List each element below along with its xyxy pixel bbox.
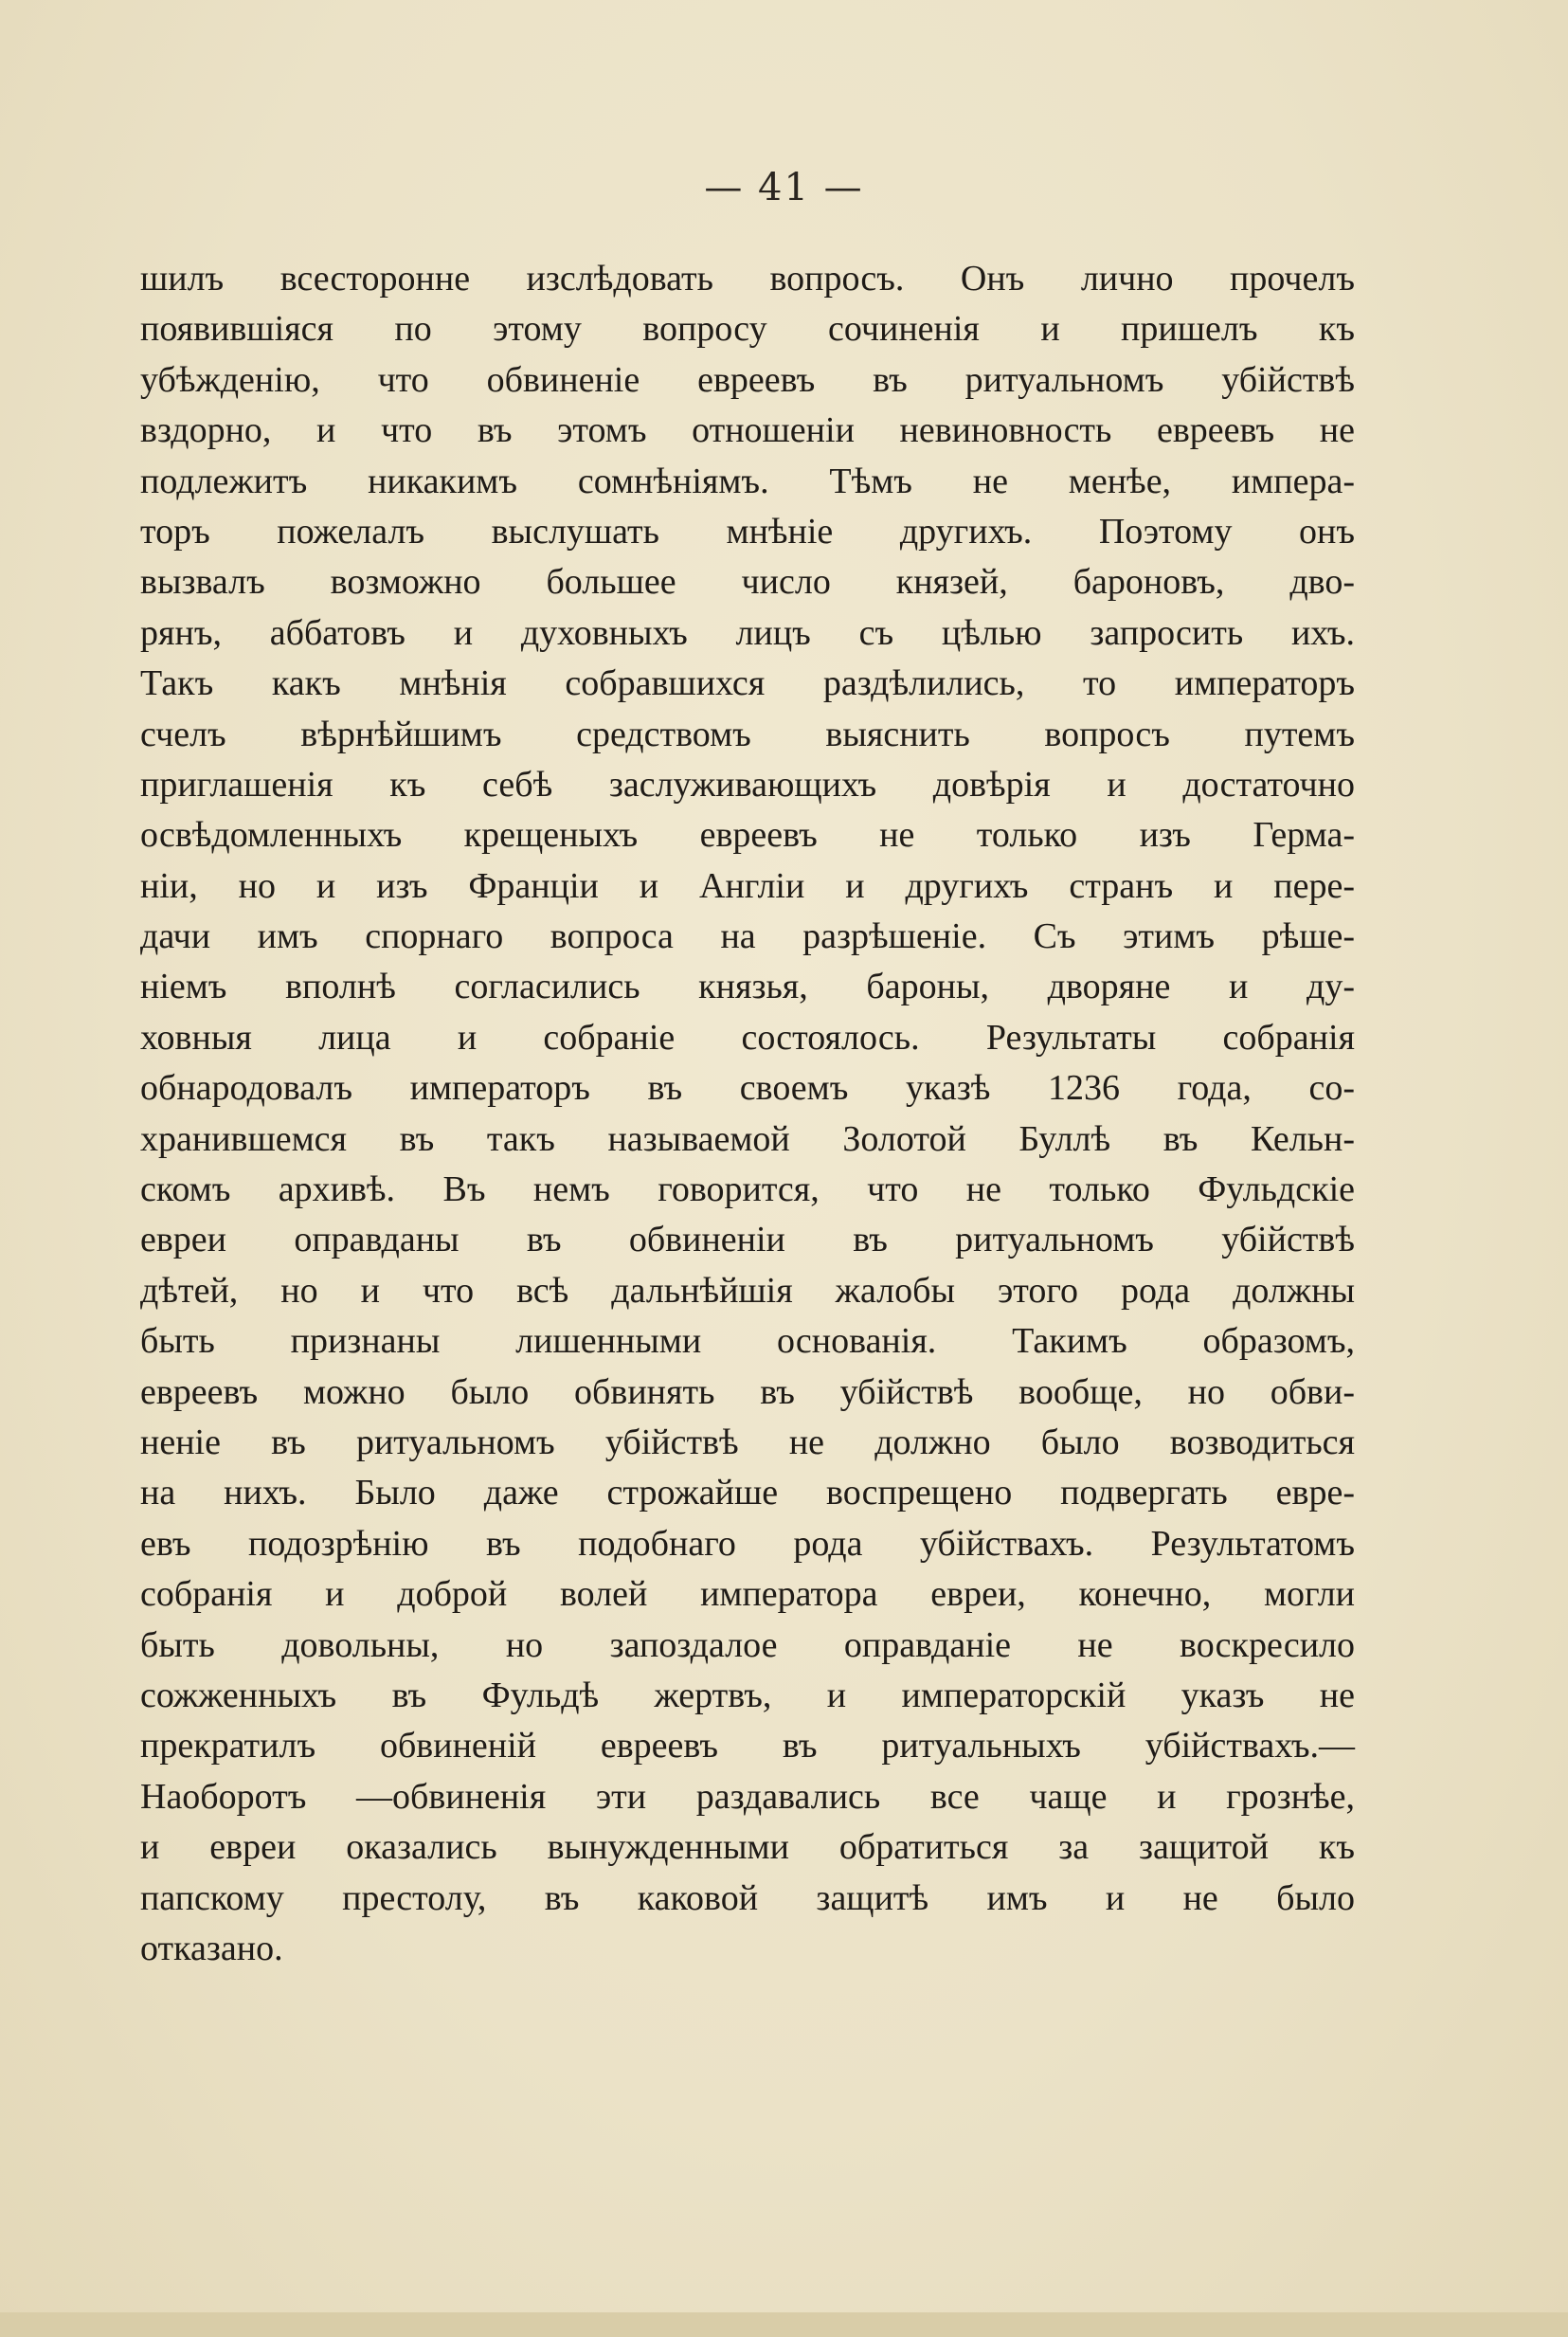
text-line: Наоборотъ —обвиненiя эти раздавались все чаще и грознѣе, [140, 1776, 1355, 1817]
text-line: шилъ всесторонне изслѣдовать вопросъ. Онъ лично прочелъ [140, 259, 1355, 299]
text-line: ненiе въ ритуальномъ убiйствѣ не должно было возводиться [140, 1422, 1355, 1462]
text-line-last: отказано. [140, 1928, 283, 1968]
text-line: прекратилъ обвиненiй евреевъ въ ритуальныхъ убiйствахъ.— [140, 1726, 1355, 1766]
text-line: вызвалъ возможно большее число князей, бароновъ, дво- [140, 562, 1355, 603]
text-line: евреи оправданы въ обвиненiи въ ритуальномъ убiйствѣ [140, 1220, 1355, 1260]
text-line: счелъ вѣрнѣйшимъ средствомъ выяснить вопросъ путемъ [140, 714, 1355, 754]
text-line: дачи имъ спорнаго вопроса на разрѣшенiе. Съ этимъ рѣше- [140, 916, 1355, 957]
text-line: рянъ, аббатовъ и духовныхъ лицъ съ цѣлью запросить ихъ. [140, 612, 1355, 653]
text-line: быть признаны лишенными основанiя. Такимъ образомъ, [140, 1321, 1355, 1362]
text-line: убѣжденiю, что обвиненiе евреевъ въ ритуальномъ убiйствѣ [140, 359, 1355, 400]
text-line: нiи, но и изъ Францiи и Англiи и другихъ странъ и пере- [140, 865, 1355, 906]
text-line: сожженныхъ въ Фульдѣ жертвъ, и императорскiй указъ не [140, 1675, 1355, 1715]
text-line: хранившемся въ такъ называемой Золотой Буллѣ въ Кельн- [140, 1118, 1355, 1159]
text-line: евъ подозрѣнiю въ подобнаго рода убiйствахъ. Результатомъ [140, 1523, 1355, 1564]
text-line: быть довольны, но запоздалое оправданiе не воскресило [140, 1624, 1355, 1665]
text-line: и евреи оказались вынужденными обратиться за защитой къ [140, 1827, 1355, 1868]
body-text [140, 254, 1355, 1974]
text-line: собранiя и доброй волей императора евреи, конечно, могли [140, 1574, 1355, 1615]
page-bottom-edge [0, 2312, 1568, 2337]
text-line: на нихъ. Было даже строжайше воспрещено подвергать евре- [140, 1473, 1355, 1513]
text-line: торъ пожелалъ выслушать мнѣнiе другихъ. Поэтому онъ [140, 511, 1355, 552]
text-line: дѣтей, но и что всѣ дальнѣйшiя жалобы этого рода должны [140, 1270, 1355, 1311]
text-line: подлежитъ никакимъ сомнѣнiямъ. Тѣмъ не менѣе, импера- [140, 461, 1355, 501]
text-line: обнародовалъ императоръ въ своемъ указѣ 1236 года, со- [140, 1068, 1355, 1109]
text-line: нiемъ вполнѣ согласились князья, бароны, дворяне и ду- [140, 967, 1355, 1007]
text-line: папскому престолу, въ каковой защитѣ имъ и не было [140, 1877, 1355, 1918]
text-line: появившiяся по этому вопросу сочиненiя и пришелъ къ [140, 309, 1355, 350]
page-number: — 41 — [704, 166, 864, 209]
text-line: ховныя лица и собранiе состоялось. Результаты собранiя [140, 1017, 1355, 1058]
text-line: освѣдомленныхъ крещеныхъ евреевъ не только изъ Герма- [140, 815, 1355, 856]
text-line: вздорно, и что въ этомъ отношенiи невиновность евреевъ не [140, 410, 1355, 451]
text-line: евреевъ можно было обвинять въ убiйствѣ вообще, но обви- [140, 1371, 1355, 1412]
text-line: Такъ какъ мнѣнiя собравшихся раздѣлились, то императоръ [140, 663, 1355, 704]
text-line: приглашенiя къ себѣ заслуживающихъ довѣрiя и достаточно [140, 764, 1355, 805]
text-line: скомъ архивѣ. Въ немъ говорится, что не только Фульдскiе [140, 1169, 1355, 1210]
